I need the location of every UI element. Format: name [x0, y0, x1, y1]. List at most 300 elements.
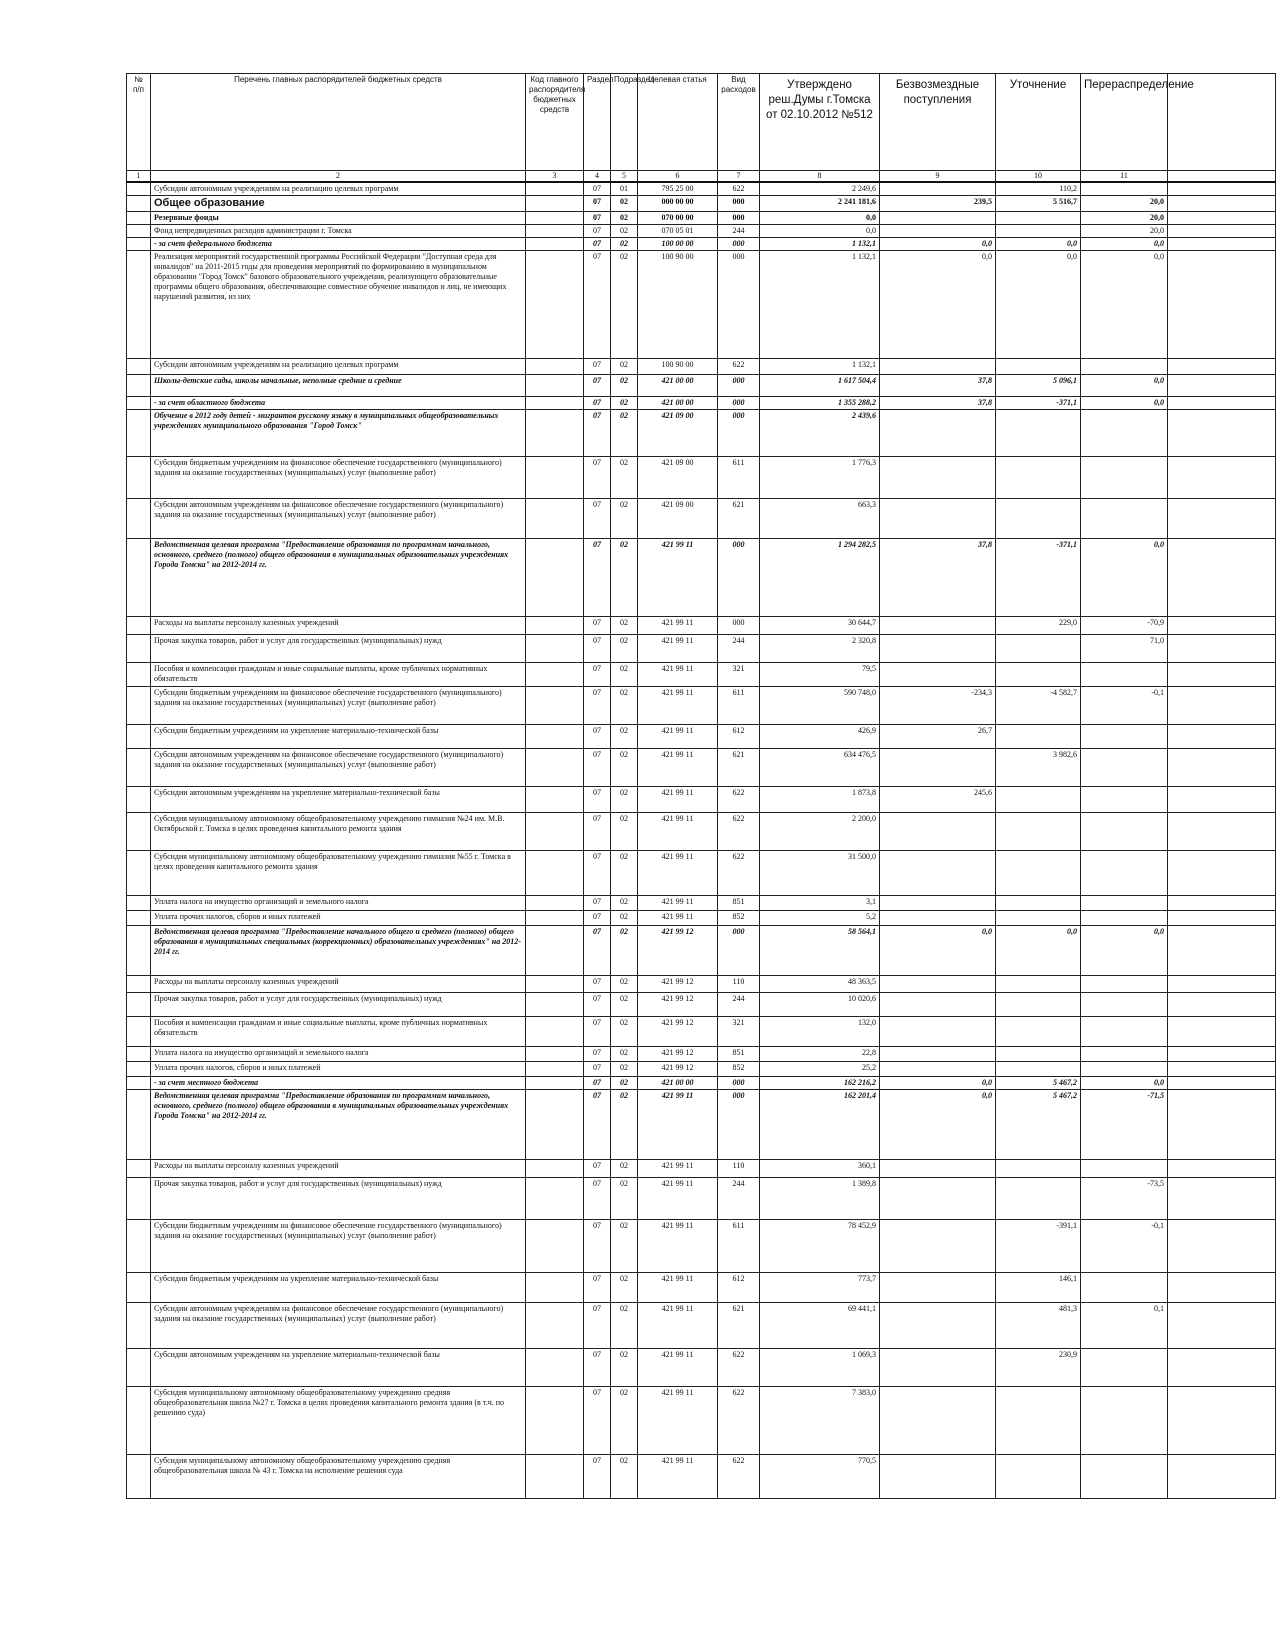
row-gratuitous — [880, 1178, 996, 1220]
row-razdel: 07 — [584, 182, 611, 196]
colnum-1: 1 — [127, 171, 151, 183]
row-target-article: 795 25 00 — [638, 182, 718, 196]
row-number — [127, 1273, 151, 1303]
row-podrazdel: 02 — [611, 1160, 638, 1178]
row-target-article: 421 99 11 — [638, 635, 718, 663]
row-expense-type: 110 — [718, 976, 760, 993]
row-expense-type: 622 — [718, 1455, 760, 1499]
row-number — [127, 410, 151, 457]
row-extra — [1168, 635, 1276, 663]
colnum-11: 11 — [1081, 171, 1168, 183]
row-name: Реализация мероприятий государственной программы Российской Федерации "Доступная среда для инвалидов" на 2011-2015 годы для проведения мероприятий по формированию в муниципальном образовании "Город Томск" базового образовательного учреждения, реализующего образовательные программы общего образования, обеспечивающие совместное обучение инвалидов и лиц, не имеющих нарушений развития, из них — [151, 251, 526, 359]
row-redistribution — [1081, 1273, 1168, 1303]
row-number — [127, 359, 151, 375]
row-podrazdel: 02 — [611, 1220, 638, 1273]
row-name: Фонд непредвиденных расходов администрации г. Томска — [151, 225, 526, 238]
row-clarification — [996, 911, 1081, 926]
colnum-9: 9 — [880, 171, 996, 183]
row-approved: 0,0 — [760, 225, 880, 238]
row-expense-type: 851 — [718, 1047, 760, 1062]
row-expense-type: 000 — [718, 251, 760, 359]
row-expense-type: 000 — [718, 1090, 760, 1160]
header-gratuitous: Безвозмездные поступления — [880, 74, 996, 171]
row-podrazdel: 02 — [611, 539, 638, 617]
row-clarification: 230,9 — [996, 1349, 1081, 1387]
row-gratuitous: 37,8 — [880, 539, 996, 617]
row-target-article: 421 99 11 — [638, 617, 718, 635]
row-expense-type: 612 — [718, 725, 760, 749]
table-row — [127, 896, 1276, 911]
row-podrazdel: 02 — [611, 238, 638, 251]
row-code — [526, 359, 584, 375]
row-code — [526, 911, 584, 926]
row-name: Расходы на выплаты персоналу казенных учреждений — [151, 1160, 526, 1178]
colnum-8: 8 — [760, 171, 880, 183]
row-number — [127, 251, 151, 359]
row-redistribution: -0,1 — [1081, 1220, 1168, 1273]
row-podrazdel: 02 — [611, 225, 638, 238]
colnum-extra — [1168, 171, 1276, 183]
row-code — [526, 539, 584, 617]
row-razdel: 07 — [584, 1455, 611, 1499]
row-number — [127, 539, 151, 617]
row-gratuitous: 239,5 — [880, 196, 996, 212]
row-podrazdel: 02 — [611, 457, 638, 499]
table-row — [127, 1220, 1276, 1273]
row-code — [526, 851, 584, 896]
row-expense-type: 622 — [718, 182, 760, 196]
row-gratuitous — [880, 1303, 996, 1349]
row-approved: 2 249,6 — [760, 182, 880, 196]
row-razdel: 07 — [584, 1220, 611, 1273]
row-extra — [1168, 499, 1276, 539]
row-gratuitous — [880, 359, 996, 375]
row-gratuitous: 0,0 — [880, 1090, 996, 1160]
table-row — [127, 1303, 1276, 1349]
row-name: Расходы на выплаты персоналу казенных учреждений — [151, 617, 526, 635]
row-redistribution — [1081, 749, 1168, 787]
row-number — [127, 976, 151, 993]
row-number — [127, 896, 151, 911]
row-code — [526, 976, 584, 993]
row-redistribution: 0,0 — [1081, 397, 1168, 410]
row-approved: 1 776,3 — [760, 457, 880, 499]
table-row — [127, 499, 1276, 539]
colnum-3: 3 — [526, 171, 584, 183]
row-clarification: -4 582,7 — [996, 687, 1081, 725]
row-expense-type: 000 — [718, 926, 760, 976]
row-podrazdel: 02 — [611, 813, 638, 851]
row-extra — [1168, 196, 1276, 212]
row-clarification — [996, 813, 1081, 851]
row-clarification: 5 096,1 — [996, 375, 1081, 397]
table-row — [127, 225, 1276, 238]
row-name: Общее образование — [151, 196, 526, 212]
row-gratuitous — [880, 993, 996, 1017]
row-code — [526, 1160, 584, 1178]
row-number — [127, 1220, 151, 1273]
row-expense-type: 852 — [718, 1062, 760, 1077]
row-expense-type: 622 — [718, 813, 760, 851]
row-target-article: 421 99 11 — [638, 911, 718, 926]
row-name: Прочая закупка товаров, работ и услуг для государственных (муниципальных) нужд — [151, 635, 526, 663]
row-number — [127, 375, 151, 397]
row-code — [526, 993, 584, 1017]
row-code — [526, 687, 584, 725]
row-approved: 30 644,7 — [760, 617, 880, 635]
row-code — [526, 1178, 584, 1220]
row-approved: 162 201,4 — [760, 1090, 880, 1160]
row-redistribution — [1081, 851, 1168, 896]
row-code — [526, 663, 584, 687]
row-name: Расходы на выплаты персоналу казенных учреждений — [151, 976, 526, 993]
row-name: Ведомственная целевая программа "Предоставление образования по программам начального, основного, среднего (полного) общего образования в муниципальных образовательных учреждениях Города Томска" на 2012-2014 гг. — [151, 1090, 526, 1160]
row-number — [127, 1303, 151, 1349]
row-razdel: 07 — [584, 1273, 611, 1303]
row-redistribution — [1081, 410, 1168, 457]
row-expense-type: 622 — [718, 359, 760, 375]
row-expense-type: 622 — [718, 851, 760, 896]
row-clarification — [996, 1387, 1081, 1455]
row-redistribution: -0,1 — [1081, 687, 1168, 725]
row-number — [127, 911, 151, 926]
row-gratuitous: 245,6 — [880, 787, 996, 813]
row-target-article: 070 05 01 — [638, 225, 718, 238]
row-code — [526, 617, 584, 635]
row-target-article: 100 00 00 — [638, 238, 718, 251]
row-expense-type: 110 — [718, 1160, 760, 1178]
row-name: - за счет областного бюджета — [151, 397, 526, 410]
row-approved: 0,0 — [760, 212, 880, 225]
row-extra — [1168, 851, 1276, 896]
row-extra — [1168, 926, 1276, 976]
row-expense-type: 621 — [718, 499, 760, 539]
row-target-article: 421 99 11 — [638, 539, 718, 617]
row-razdel: 07 — [584, 225, 611, 238]
row-redistribution: 0,0 — [1081, 251, 1168, 359]
row-code — [526, 225, 584, 238]
header-expense-type: Вид расходов — [718, 74, 760, 171]
row-extra — [1168, 1017, 1276, 1047]
row-gratuitous — [880, 1455, 996, 1499]
row-code — [526, 787, 584, 813]
row-code — [526, 410, 584, 457]
row-razdel: 07 — [584, 212, 611, 225]
row-clarification — [996, 1062, 1081, 1077]
row-name: Субсидии автономным учреждениям на реализацию целевых программ — [151, 359, 526, 375]
row-razdel: 07 — [584, 926, 611, 976]
row-target-article: 421 99 11 — [638, 749, 718, 787]
row-approved: 58 564,1 — [760, 926, 880, 976]
row-name: - за счет федерального бюджета — [151, 238, 526, 251]
row-number — [127, 787, 151, 813]
row-redistribution: -70,9 — [1081, 617, 1168, 635]
row-expense-type: 244 — [718, 993, 760, 1017]
row-podrazdel: 02 — [611, 851, 638, 896]
row-target-article: 421 99 11 — [638, 663, 718, 687]
row-extra — [1168, 1387, 1276, 1455]
table-row — [127, 911, 1276, 926]
header-clarification: Уточнение — [996, 74, 1081, 171]
row-number — [127, 1349, 151, 1387]
row-gratuitous — [880, 749, 996, 787]
row-redistribution: -73,5 — [1081, 1178, 1168, 1220]
row-razdel: 07 — [584, 251, 611, 359]
row-target-article: 000 00 00 — [638, 196, 718, 212]
row-target-article: 421 99 11 — [638, 725, 718, 749]
row-redistribution: 20,0 — [1081, 212, 1168, 225]
row-razdel: 07 — [584, 725, 611, 749]
row-number — [127, 1455, 151, 1499]
row-clarification — [996, 1455, 1081, 1499]
row-name: Субсидия муниципальному автономному общеобразовательному учреждению гимназия №55 г. Томска в целях проведения капитального ремонта здания — [151, 851, 526, 896]
row-expense-type: 622 — [718, 1387, 760, 1455]
row-target-article: 421 99 12 — [638, 926, 718, 976]
row-approved: 770,5 — [760, 1455, 880, 1499]
row-extra — [1168, 663, 1276, 687]
row-number — [127, 687, 151, 725]
row-razdel: 07 — [584, 397, 611, 410]
row-approved: 5,2 — [760, 911, 880, 926]
row-extra — [1168, 813, 1276, 851]
row-clarification — [996, 851, 1081, 896]
table-row — [127, 1349, 1276, 1387]
row-code — [526, 1387, 584, 1455]
row-clarification — [996, 787, 1081, 813]
row-target-article: 421 99 11 — [638, 851, 718, 896]
row-number — [127, 663, 151, 687]
table-row — [127, 635, 1276, 663]
table-row — [127, 1017, 1276, 1047]
row-target-article: 100 90 00 — [638, 251, 718, 359]
row-number — [127, 225, 151, 238]
row-razdel: 07 — [584, 1017, 611, 1047]
row-gratuitous: 0,0 — [880, 238, 996, 251]
row-code — [526, 251, 584, 359]
row-razdel: 07 — [584, 617, 611, 635]
row-target-article: 421 99 11 — [638, 813, 718, 851]
row-name: Субсидии автономным учреждениям на финансовое обеспечение государственного (муниципального) задания на оказание государственных (муниципальных) услуг (выполнение работ) — [151, 1303, 526, 1349]
row-redistribution: 20,0 — [1081, 225, 1168, 238]
row-redistribution: 0,0 — [1081, 539, 1168, 617]
row-number — [127, 182, 151, 196]
row-razdel: 07 — [584, 993, 611, 1017]
table-row — [127, 725, 1276, 749]
row-expense-type: 000 — [718, 196, 760, 212]
row-podrazdel: 02 — [611, 251, 638, 359]
row-approved: 634 476,5 — [760, 749, 880, 787]
row-expense-type: 000 — [718, 617, 760, 635]
row-code — [526, 896, 584, 911]
row-podrazdel: 02 — [611, 1455, 638, 1499]
row-gratuitous: 0,0 — [880, 1077, 996, 1090]
row-clarification: 110,2 — [996, 182, 1081, 196]
row-clarification — [996, 663, 1081, 687]
row-number — [127, 499, 151, 539]
row-gratuitous — [880, 1160, 996, 1178]
row-target-article: 421 99 11 — [638, 1387, 718, 1455]
header-row — [127, 74, 1276, 171]
row-name: Школы-детские сады, школы начальные, неполные средние и средние — [151, 375, 526, 397]
row-approved: 7 383,0 — [760, 1387, 880, 1455]
row-target-article: 421 99 12 — [638, 1062, 718, 1077]
row-redistribution: 0,0 — [1081, 238, 1168, 251]
table-row — [127, 787, 1276, 813]
table-row — [127, 251, 1276, 359]
row-extra — [1168, 787, 1276, 813]
row-approved: 78 452,9 — [760, 1220, 880, 1273]
row-target-article: 421 99 12 — [638, 1017, 718, 1047]
row-target-article: 421 00 00 — [638, 375, 718, 397]
row-clarification — [996, 1047, 1081, 1062]
row-name: Пособия и компенсации гражданам и иные социальные выплаты, кроме публичных нормативных обязательств — [151, 663, 526, 687]
row-number — [127, 1090, 151, 1160]
row-expense-type: 611 — [718, 1220, 760, 1273]
row-number — [127, 617, 151, 635]
colnum-5: 5 — [611, 171, 638, 183]
row-redistribution — [1081, 499, 1168, 539]
table-row — [127, 976, 1276, 993]
row-code — [526, 397, 584, 410]
row-number — [127, 813, 151, 851]
row-clarification: 5 467,2 — [996, 1077, 1081, 1090]
colnum-6: 6 — [638, 171, 718, 183]
row-expense-type: 244 — [718, 1178, 760, 1220]
row-gratuitous: 0,0 — [880, 251, 996, 359]
row-clarification: 481,3 — [996, 1303, 1081, 1349]
row-name: Субсидии бюджетным учреждениям на укрепление материально-технической базы — [151, 1273, 526, 1303]
row-expense-type: 852 — [718, 911, 760, 926]
table-row — [127, 397, 1276, 410]
table-row — [127, 1160, 1276, 1178]
row-name: Субсидии бюджетным учреждениям на укрепление материально-технической базы — [151, 725, 526, 749]
row-clarification: -391,1 — [996, 1220, 1081, 1273]
row-extra — [1168, 1090, 1276, 1160]
row-extra — [1168, 1273, 1276, 1303]
row-redistribution: 71,0 — [1081, 635, 1168, 663]
row-name: Ведомственная целевая программа "Предоставление начального общего и среднего (полного) общего образования в муниципальных специальных (коррекционных) образовательных учреждениях" на 2012-2014 гг. — [151, 926, 526, 976]
row-name: Субсидия муниципальному автономному общеобразовательному учреждению средняя общеобразовательная школа № 43 г. Томска на исполнение решения суда — [151, 1455, 526, 1499]
row-gratuitous — [880, 813, 996, 851]
table-row — [127, 993, 1276, 1017]
row-razdel: 07 — [584, 976, 611, 993]
row-razdel: 07 — [584, 457, 611, 499]
table-row — [127, 1077, 1276, 1090]
row-approved: 1 355 288,2 — [760, 397, 880, 410]
row-code — [526, 749, 584, 787]
row-code — [526, 1017, 584, 1047]
row-approved: 22,8 — [760, 1047, 880, 1062]
row-redistribution — [1081, 911, 1168, 926]
row-extra — [1168, 397, 1276, 410]
row-razdel: 07 — [584, 1047, 611, 1062]
row-clarification: -371,1 — [996, 539, 1081, 617]
row-approved: 360,1 — [760, 1160, 880, 1178]
row-gratuitous — [880, 182, 996, 196]
row-clarification — [996, 896, 1081, 911]
row-number — [127, 212, 151, 225]
row-gratuitous: 0,0 — [880, 926, 996, 976]
row-razdel: 07 — [584, 911, 611, 926]
row-razdel: 07 — [584, 1077, 611, 1090]
header-approved: Утверждено реш.Думы г.Томска от 02.10.2012 №512 — [760, 74, 880, 171]
row-name: Субсидия муниципальному автономному общеобразовательному учреждению гимназия №24 им. М.В. Октябрьской г. Томска в целях проведения капитального ремонта здания — [151, 813, 526, 851]
row-code — [526, 238, 584, 251]
row-code — [526, 1090, 584, 1160]
row-podrazdel: 02 — [611, 359, 638, 375]
row-clarification — [996, 976, 1081, 993]
row-target-article: 421 99 11 — [638, 687, 718, 725]
row-name: Резервные фонды — [151, 212, 526, 225]
row-code — [526, 457, 584, 499]
row-number — [127, 1017, 151, 1047]
row-extra — [1168, 1178, 1276, 1220]
header-redistribution: Перераспределение — [1081, 74, 1168, 171]
table-body — [127, 182, 1276, 1499]
row-number — [127, 635, 151, 663]
row-target-article: 421 99 11 — [638, 1220, 718, 1273]
row-gratuitous — [880, 1387, 996, 1455]
row-redistribution — [1081, 1455, 1168, 1499]
row-approved: 1 617 504,4 — [760, 375, 880, 397]
row-razdel: 07 — [584, 896, 611, 911]
row-name: Пособия и компенсации гражданам и иные социальные выплаты, кроме публичных нормативных обязательств — [151, 1017, 526, 1047]
row-name: Обучение в 2012 году детей - мигрантов русскому языку в муниципальных общеобразовательных учреждениях муниципального образования "Город Томск" — [151, 410, 526, 457]
row-expense-type: 244 — [718, 635, 760, 663]
row-approved: 1 132,1 — [760, 238, 880, 251]
table-row — [127, 410, 1276, 457]
row-podrazdel: 02 — [611, 993, 638, 1017]
row-expense-type: 000 — [718, 238, 760, 251]
row-gratuitous — [880, 212, 996, 225]
row-razdel: 07 — [584, 635, 611, 663]
row-podrazdel: 02 — [611, 926, 638, 976]
colnum-2: 2 — [151, 171, 526, 183]
row-razdel: 07 — [584, 196, 611, 212]
row-expense-type: 244 — [718, 225, 760, 238]
row-gratuitous — [880, 1017, 996, 1047]
row-target-article: 421 99 12 — [638, 1047, 718, 1062]
row-razdel: 07 — [584, 410, 611, 457]
row-code — [526, 182, 584, 196]
row-name: Ведомственная целевая программа "Предоставление образования по программам начального, основного, среднего (полного) общего образования в муниципальных образовательных учреждениях Города Томска" на 2012-2014 гг. — [151, 539, 526, 617]
row-clarification: 3 982,6 — [996, 749, 1081, 787]
row-gratuitous — [880, 635, 996, 663]
row-podrazdel: 02 — [611, 1077, 638, 1090]
table-row — [127, 539, 1276, 617]
row-expense-type: 622 — [718, 787, 760, 813]
row-clarification: 0,0 — [996, 251, 1081, 359]
table-row — [127, 617, 1276, 635]
row-redistribution — [1081, 787, 1168, 813]
row-podrazdel: 02 — [611, 749, 638, 787]
row-extra — [1168, 1455, 1276, 1499]
row-redistribution: -71,5 — [1081, 1090, 1168, 1160]
row-approved: 2 200,0 — [760, 813, 880, 851]
row-number — [127, 1047, 151, 1062]
row-expense-type: 000 — [718, 410, 760, 457]
row-extra — [1168, 1220, 1276, 1273]
row-gratuitous — [880, 617, 996, 635]
row-extra — [1168, 993, 1276, 1017]
row-target-article: 421 99 12 — [638, 976, 718, 993]
row-extra — [1168, 410, 1276, 457]
row-extra — [1168, 1047, 1276, 1062]
row-razdel: 07 — [584, 539, 611, 617]
row-code — [526, 1349, 584, 1387]
row-razdel: 07 — [584, 1160, 611, 1178]
row-code — [526, 1062, 584, 1077]
